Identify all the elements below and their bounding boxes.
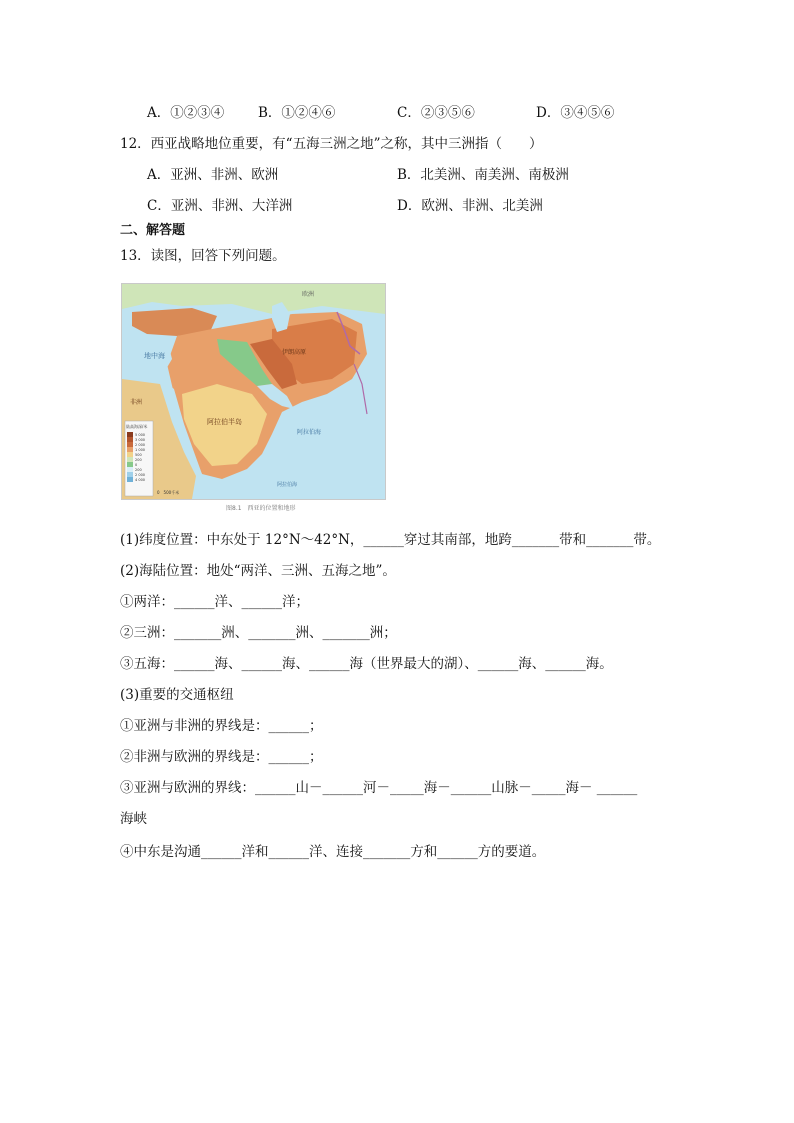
- svg-text:2 000: 2 000: [135, 473, 146, 477]
- q12-option-a: A．亚洲、非洲、欧洲: [147, 167, 279, 183]
- svg-text:阿拉伯海: 阿拉伯海: [277, 482, 298, 488]
- q13-line-9: ③亚洲与欧洲的界线：______山－______河－_____海－______山脉－_____海－ ______: [120, 780, 638, 796]
- q13-line-10: 海峡: [120, 811, 147, 827]
- west-asia-map: [121, 283, 386, 500]
- svg-text:阿拉伯海: 阿拉伯海: [297, 429, 322, 436]
- map-caption: 图8.1 西亚的位置和地形: [226, 505, 296, 512]
- q11-option-b: B．①②④⑥: [258, 105, 336, 121]
- svg-text:4 000: 4 000: [135, 478, 146, 482]
- svg-text:欧洲: 欧洲: [302, 291, 315, 298]
- map-scale: 0 500千米: [157, 490, 180, 495]
- map-legend-title: 陆高海深/米: [126, 424, 148, 429]
- svg-text:500: 500: [135, 453, 142, 457]
- q12-option-b: B．北美洲、南美洲、南极洲: [397, 167, 569, 183]
- q12-option-d: D．欧洲、非洲、北美洲: [397, 198, 543, 214]
- svg-text:伊朗高原: 伊朗高原: [282, 349, 307, 356]
- q13-line-11: ④中东是沟通______洋和______洋、连接_______方和______方的要道。: [120, 844, 546, 860]
- svg-text:200: 200: [135, 458, 142, 462]
- q11-option-c: C．②③⑤⑥: [397, 105, 475, 121]
- svg-text:200: 200: [135, 468, 142, 472]
- svg-text:2 000: 2 000: [135, 443, 146, 447]
- q13-line-2: (2)海陆位置：地处“两洋、三洲、五海之地”。: [120, 563, 396, 579]
- svg-text:阿拉伯半岛: 阿拉伯半岛: [207, 418, 242, 426]
- q13-line-8: ②非洲与欧洲的界线是：______；: [120, 749, 323, 765]
- q12-stem: 12．西亚战略地位重要，有“五海三洲之地”之称，其中三洲指（ ）: [120, 136, 543, 152]
- q13-line-6: (3)重要的交通枢纽: [120, 687, 234, 703]
- svg-text:5 000: 5 000: [135, 433, 146, 437]
- q13-line-3: ①两洋：______洋、______洋；: [120, 594, 309, 610]
- q13-stem: 13．读图，回答下列问题。: [120, 248, 286, 264]
- q13-line-1: (1)纬度位置：中东处于 12°N～42°N，______穿过其南部，地跨_______带和_______带。: [120, 532, 661, 548]
- svg-text:1 000: 1 000: [135, 448, 146, 452]
- q11-option-d: D．③④⑤⑥: [536, 105, 615, 121]
- svg-text:非洲: 非洲: [130, 399, 143, 406]
- svg-text:0: 0: [135, 463, 138, 467]
- svg-text:3 000: 3 000: [135, 438, 146, 442]
- q11-option-a: A．①②③④: [147, 105, 225, 121]
- section-title: 二、解答题: [120, 223, 186, 238]
- q13-line-7: ①亚洲与非洲的界线是：______；: [120, 718, 323, 734]
- q13-line-5: ③五海：______海、______海、______海（世界最大的湖）、______海、______海。: [120, 656, 613, 672]
- q12-option-c: C．亚洲、非洲、大洋洲: [147, 198, 293, 214]
- q13-line-4: ②三洲：_______洲、_______洲、_______洲；: [120, 625, 397, 641]
- svg-text:地中海: 地中海: [144, 352, 165, 360]
